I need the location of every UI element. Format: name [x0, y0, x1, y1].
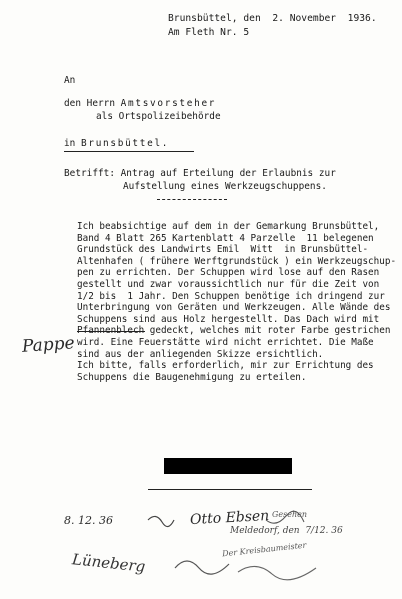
handwritten-signature: Otto Ebsen	[189, 507, 270, 529]
margin-note: Pappe	[21, 333, 76, 357]
body-line: sind aus der anliegenden Skizze ersichtlich.	[77, 348, 324, 360]
body-line: pen zu errichten. Der Schuppen wird lose auf den Rasen	[77, 267, 380, 279]
recipient-prefix: den Herrn	[64, 98, 121, 109]
body-line: Unterbringung von Geräten und Werkzeugen. Alle Wände des	[77, 302, 391, 314]
body-line: Ich bitte, falls erforderlich, mir zur Errichtung des	[77, 360, 374, 372]
stamp-line2: Meldedorf, den 7/12. 36	[230, 526, 343, 536]
body-line: Grundstück des Landwirts Emil Witt in Brunsbüttel-	[77, 244, 369, 256]
body-line-struck: Pfannenblech gedeckt, welches mit roter Farbe gestrichen	[77, 325, 391, 337]
handwritten-date: 8. 12. 36	[64, 514, 113, 527]
body-line: Band 4 Blatt 265 Kartenblatt 4 Parzelle 11 belegenen	[77, 232, 374, 244]
body-line: Schuppens sind aus Holz hergestellt. Das Dach wird mit	[77, 313, 380, 325]
body-line: Schuppens die Baugenehmigung zu erteilen.	[77, 371, 307, 383]
sender-address: Am Fleth Nr. 5	[168, 27, 250, 38]
subject-line2: Aufstellung eines Werkzeugschuppens.	[123, 181, 327, 192]
stamp-line3: Der Kreisbaumeister	[221, 540, 307, 559]
stamp-line1: Gesehen	[272, 510, 308, 519]
body-line: Altenhafen ( frühere Werftgrundstück ) ein Werkzeugschup-	[77, 255, 397, 267]
body-line: wird. Eine Feuerstätte wird nicht errichtet. Die Maße	[77, 336, 374, 348]
handwritten-initials: Lüneberg	[71, 550, 147, 576]
recipient-city-prefix: in	[64, 138, 81, 149]
recipient-city: Brunsbüttel.	[81, 138, 170, 149]
recipient-line2: als Ortspolizeibehörde	[96, 111, 221, 122]
body-line: 1/2 bis 1 Jahr. Den Schuppen benötige ich dringend zur	[77, 290, 385, 302]
recipient-an: An	[64, 75, 76, 86]
place-date: Brunsbüttel, den 2. November 1936.	[168, 13, 377, 24]
body-line: gestellt und zwar voraussichtlich nur für die Zeit von	[77, 278, 380, 290]
recipient-title: Amtsvorsteher	[120, 98, 217, 109]
body-line: Ich beabsichtige auf dem in der Gemarkung Brunsbüttel,	[77, 221, 380, 232]
subject-line1: Betrifft: Antrag auf Erteilung der Erlaubnis zur	[64, 168, 336, 179]
